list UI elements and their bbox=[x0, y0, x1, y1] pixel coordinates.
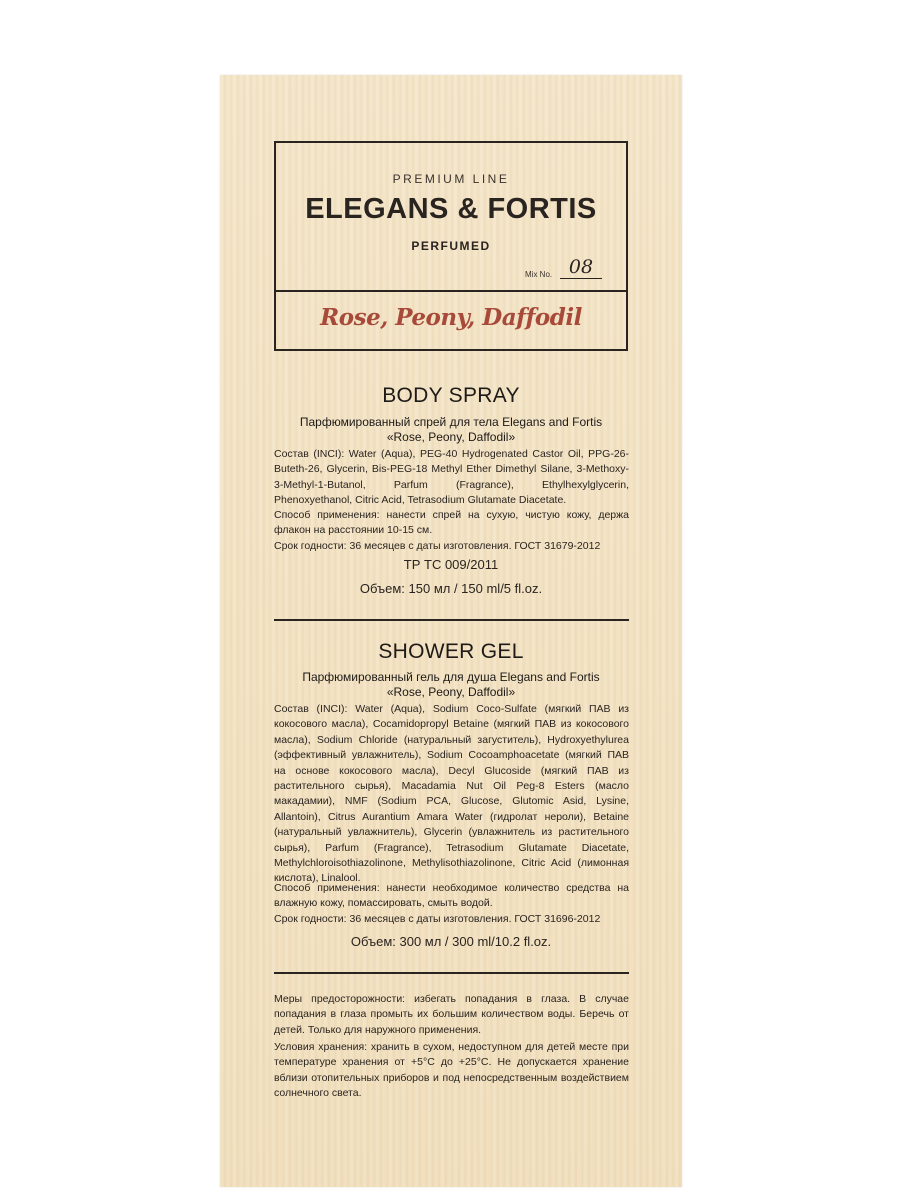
shower-gel-subtitle: Парфюмированный гель для душа Elegans and Fortis bbox=[302, 670, 600, 684]
shower-gel-title: SHOWER GEL bbox=[378, 640, 524, 663]
body-spray-subtitle-scent: «Rose, Peony, Daffodil» bbox=[386, 430, 516, 444]
shower-gel-subtitle-scent: «Rose, Peony, Daffodil» bbox=[386, 685, 516, 699]
shower-gel-usage: Способ применения: нанести необходимое количество средства на влажную кожу, помассировать, смыть водой. bbox=[274, 882, 629, 910]
body-spray-composition: Состав (INCI): Water (Aqua), PEG-40 Hydrogenated Castor Oil, PPG-26-Buteth-26, Glycerin, Bis-PEG-18 Methyl Ether Dimethyl Silane, 3-Methoxy-3-Methyl-1-Butanol, Parfum (Fragrance), Ethylhexylglycerin, Phenoxyethanol, Citric Acid, Tetrasodium Glutamate Diacetate. bbox=[274, 448, 629, 507]
scent-name: Rose, Peony, Daffodil bbox=[320, 304, 582, 331]
mix-number: 08 bbox=[560, 256, 602, 279]
label-divider bbox=[276, 290, 626, 292]
body-spray-subtitle: Парфюмированный спрей для тела Elegans and Fortis bbox=[299, 415, 603, 429]
premium-line-text: PREMIUM LINE bbox=[392, 172, 510, 186]
brand-name: ELEGANS & FORTIS bbox=[305, 193, 597, 225]
body-spray-title: BODY SPRAY bbox=[382, 384, 520, 407]
storage-text: Условия хранения: хранить в сухом, недоступном для детей месте при температуре хранения от +5°С до +25°С. Не допускается хранение вблизи отопительных приборов и под непосредственным воздействием солнечного света. bbox=[274, 1041, 629, 1100]
shower-gel-shelf-life: Срок годности: 36 месяцев с даты изготовления. ГОСТ 31696-2012 bbox=[274, 913, 601, 925]
shower-gel-composition: Состав (INCI): Water (Aqua), Sodium Coco-Sulfate (мягкий ПАВ из кокосового масла), Cocamidopropyl Betaine (мягкий ПАВ из кокосового масла), Sodium Chloride (натуральный загуститель), Hydroxyethylurea (эффективный увлажнитель), Sodium Cocoamphoacetate (мягкий ПАВ на основе кокосового масла), Decyl Glucoside (мягкий ПАВ из растительного сырья), Macadamia Nut Oil Peg-8 Esters (масло макадамии), NMF (Sodium PCA, Glucose, Glutomic Asid, Lysine, Allantoin), Citrus Aurantium Amara Water (гидролат нероли), Betaine (натуральный увлажнитель), Glycerin (увлажнитель из растительного сырья), Parfum (Fragrance), Tetrasodium Glutamate Diacetate, Methylchloroisothiazolinone, Methylisothiazolinone, Citric Acid (лимонная кислота), Linalool. bbox=[274, 703, 629, 885]
warnings-divider bbox=[274, 972, 629, 974]
brand-label bbox=[274, 141, 628, 351]
body-spray-volume: Объем: 150 мл / 150 ml/5 fl.oz. bbox=[359, 581, 543, 596]
perfumed-text: PERFUMED bbox=[411, 239, 491, 253]
body-spray-shelf-life: Срок годности: 36 месяцев с даты изготовления. ГОСТ 31679-2012 bbox=[274, 540, 601, 552]
shower-gel-volume: Объем: 300 мл / 300 ml/10.2 fl.oz. bbox=[350, 934, 552, 949]
precautions-text: Меры предосторожности: избегать попадания в глаза. В случае попадания в глаза промыть их большим количеством воды. Беречь от детей. Только для наружного применения. bbox=[274, 993, 629, 1036]
body-spray-standard: ТР ТС 009/2011 bbox=[403, 557, 499, 572]
mix-number-label: Mix No. bbox=[525, 270, 553, 279]
body-spray-usage: Способ применения: нанести спрей на сухую, чистую кожу, держа флакон на расстоянии 10-15 см. bbox=[274, 509, 629, 537]
brand-label-top bbox=[276, 143, 626, 290]
section-divider bbox=[274, 619, 629, 621]
product-box bbox=[220, 75, 682, 1187]
